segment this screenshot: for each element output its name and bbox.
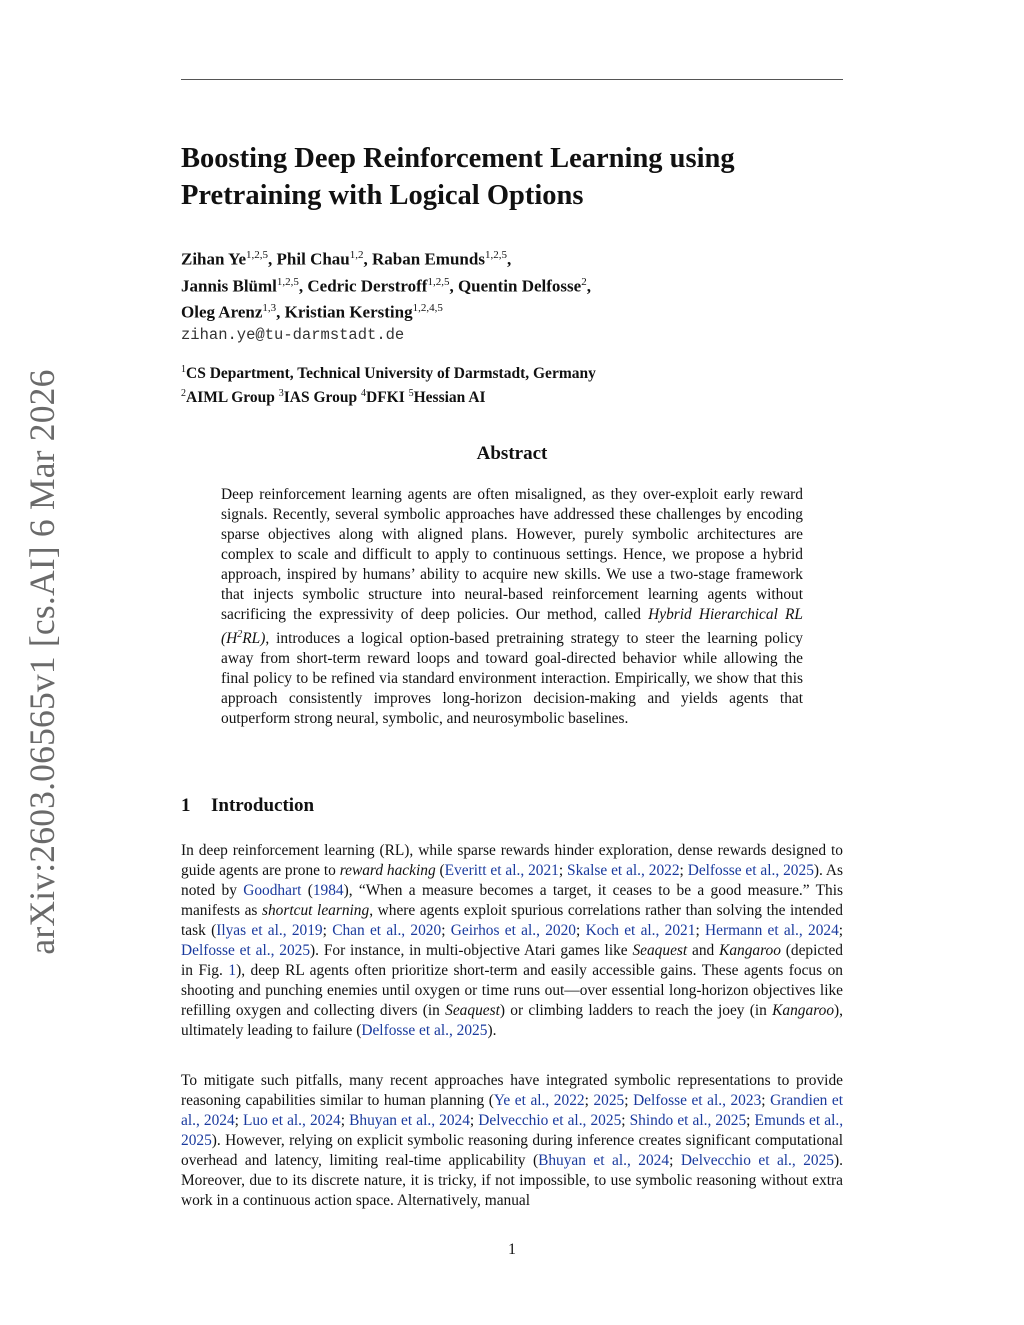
citation-link[interactable]: Goodhart bbox=[243, 882, 302, 899]
author-separator: , bbox=[276, 302, 285, 322]
page-number: 1 bbox=[508, 1241, 516, 1258]
citation-link[interactable]: Ilyas et al., 2019 bbox=[216, 922, 323, 939]
game-name: Seaquest bbox=[445, 1002, 500, 1019]
author-affil-sup: 1,2,4,5 bbox=[412, 302, 443, 315]
author-affil-sup: 1,2,5 bbox=[246, 249, 269, 261]
abstract-text bbox=[221, 485, 803, 729]
author-separator: , bbox=[268, 249, 277, 269]
citation-link[interactable]: Geirhos et al., 2020 bbox=[450, 922, 577, 939]
figure-link[interactable]: 1 bbox=[228, 962, 237, 979]
citation-link[interactable]: Luo et al., 2024 bbox=[243, 1112, 341, 1129]
paper-title: Boosting Deep Reinforcement Learning using Pretraining with Logical Options bbox=[181, 143, 735, 211]
citation-link[interactable]: Ye et al., 2022 bbox=[493, 1092, 585, 1109]
citation-link[interactable]: 2025 bbox=[593, 1092, 625, 1109]
author-affil-sup: 1,2 bbox=[349, 249, 364, 261]
author-separator: , bbox=[449, 276, 458, 296]
abstract-heading: Abstract bbox=[476, 443, 548, 464]
author-affil-sup: 1,2,5 bbox=[484, 249, 507, 261]
citation-link[interactable]: Emunds et al., 2025 bbox=[181, 1112, 844, 1149]
affil-text: DFKI bbox=[366, 389, 409, 407]
author-affil-sup: 2 bbox=[581, 275, 587, 288]
affil-text: AIML Group bbox=[186, 389, 279, 407]
author-name: Jannis Blüml bbox=[181, 276, 277, 296]
citation-link[interactable]: Delvecchio et al., 2025 bbox=[478, 1112, 622, 1129]
intro-paragraph-2: To mitigate such pitfalls, many recent approaches have integrated symbolic representations to provide reasoning capabilities similar to human planning (Ye et al., 2022; 2025; Delfosse et al., 2023; Grandien et al., 2024; Luo et al., 2024; Bhuyan et al., 2024; Delvecchio et al., 2025; Shindo et al., 2025; Emunds et al., 2025). However, relying on explicit symbolic reasoning during inference creates significant computational overhead and latency, limiting real-time applicability (Bhuyan et al., 2024; Delvecchio et al., 2025). Moreover, due to its discrete nature, it is tricky, if not impossible, to use symbolic reasoning without extra work in a continuous action space. Alternatively, manual bbox=[181, 1072, 844, 1209]
citation-link[interactable]: Delfosse et al., 2025 bbox=[361, 1022, 488, 1039]
author-affil-sup: 1,3 bbox=[262, 302, 277, 315]
emphasis: shortcut learning bbox=[262, 902, 370, 919]
author-separator: , bbox=[363, 249, 373, 269]
author-name: Phil Chau bbox=[276, 249, 350, 269]
author-name: Kristian Kersting bbox=[284, 302, 413, 322]
section-number: 1 bbox=[181, 795, 191, 816]
section-title: Introduction bbox=[211, 795, 315, 816]
citation-link[interactable]: Delfosse et al., 2023 bbox=[633, 1092, 762, 1109]
citation-link[interactable]: Delvecchio et al., 2025 bbox=[680, 1152, 834, 1169]
emphasis: reward hacking bbox=[339, 862, 436, 879]
author-separator: , bbox=[298, 276, 308, 296]
author-block bbox=[181, 244, 841, 347]
citation-link[interactable]: 1984 bbox=[312, 882, 344, 899]
citation-link[interactable]: Everitt et al., 2021 bbox=[444, 862, 559, 879]
citation-link[interactable]: Shindo et al., 2025 bbox=[629, 1112, 747, 1129]
affil-sup: 1 bbox=[181, 364, 186, 375]
affil-text: IAS Group bbox=[283, 389, 361, 407]
affil-sup: 4 bbox=[361, 388, 366, 400]
citation-link[interactable]: Grandien et al., 2024 bbox=[181, 1092, 844, 1129]
citation-link[interactable]: Hermann et al., 2024 bbox=[705, 922, 839, 939]
affil-sup: 3 bbox=[278, 388, 284, 400]
author-name: Quentin Delfosse bbox=[457, 276, 582, 296]
author-name: Zihan Ye bbox=[181, 249, 247, 269]
author-name: Cedric Derstroff bbox=[307, 276, 428, 296]
affiliations bbox=[181, 360, 841, 408]
citation-link[interactable]: Delfosse et al., 2025 bbox=[181, 942, 311, 959]
citation-link[interactable]: Delfosse et al., 2025 bbox=[687, 862, 814, 879]
author-separator: , bbox=[506, 249, 512, 269]
citation-link[interactable]: Koch et al., 2021 bbox=[585, 922, 696, 939]
author-affil-sup: 1,2,5 bbox=[427, 275, 450, 288]
affil-text: Hessian AI bbox=[413, 389, 486, 407]
citation-link[interactable]: Bhuyan et al., 2024 bbox=[538, 1152, 670, 1169]
author-name: Oleg Arenz bbox=[181, 302, 263, 322]
abstract-part: , introduces a logical option-based pretraining strategy to steer the learning policy away from short-term reward loops and toward goal-directed behavior while allowing the final policy to be refined via standard environment interaction. Empirically, we show that this approach consistently improves long-horizon decision-making and yields agents that outperform strong neural, symbolic, and neurosymbolic baselines. bbox=[221, 630, 803, 728]
abstract-part: Deep reinforcement learning agents are often misaligned, as they over-exploit early reward signals. Recently, several symbolic approaches have addressed these challenges by encoding sparse objectives along with aligned plans. However, purely symbolic architectures are complex to scale and difficult to apply to continuous settings. Hence, we propose a hybrid approach, inspired by humans’ ability to acquire new skills. We use a two-stage framework that injects symbolic structure into neural-based reinforcement learning agents without sacrificing the expressivity of deep policies. Our method, called bbox=[221, 486, 803, 623]
arxiv-sidebar-stamp: arXiv:2603.06565v1 [cs.AI] 6 Mar 2026 bbox=[22, 369, 62, 955]
method-name: Hybrid Hierarchical RL $(H^2RL)$ bbox=[221, 606, 803, 648]
top-rule bbox=[181, 79, 843, 80]
game-name: Seaquest bbox=[632, 942, 688, 959]
author-separator: , bbox=[586, 276, 591, 296]
citation-link[interactable]: Bhuyan et al., 2024 bbox=[349, 1112, 470, 1129]
game-name: Kangaroo bbox=[719, 942, 781, 959]
author-affil-sup: 1,2,5 bbox=[276, 275, 299, 288]
affil-sup: 2 bbox=[181, 388, 186, 400]
contact-email[interactable]: zihan.ye@tu-darmstadt.de bbox=[181, 325, 405, 344]
citation-link[interactable]: Chan et al., 2020 bbox=[332, 922, 442, 939]
section-heading bbox=[181, 795, 314, 817]
game-name: Kangaroo bbox=[772, 1002, 835, 1019]
intro-paragraph-1: In deep reinforcement learning (RL), while sparse rewards hinder exploration, dense rewards designed to guide agents are prone to reward hacking (Everitt et al., 2021; Skalse et al., 2022; Delfosse et al., 2025). As noted by Goodhart (1984), “When a measure becomes a target, it ceases to be a good measure.” This manifests as shortcut learning, where agents exploit spurious correlations rather than solving the intended task (Ilyas et al., 2019; Chan et al., 2020; Geirhos et al., 2020; Koch et al., 2021; Hermann et al., 2024; Delfosse et al., 2025). For instance, in multi-objective Atari games like Seaquest and Kangaroo (depicted in Fig. 1), deep RL agents often prioritize short-term and easily accessible gains. These agents focus on shooting and punching enemies until oxygen or time runs out—over essential long-horizon objectives like refilling oxygen and collecting divers (in Seaquest) or climbing ladders to reach the joey (in Kangaroo), ultimately leading to failure (Delfosse et al., 2025). bbox=[181, 842, 844, 1039]
citation-link[interactable]: Skalse et al., 2022 bbox=[567, 862, 680, 879]
author-name: Raban Emunds bbox=[372, 249, 485, 269]
affil-sup: 5 bbox=[408, 388, 414, 400]
affil-text: CS Department, Technical University of Darmstadt, Germany bbox=[186, 365, 596, 383]
